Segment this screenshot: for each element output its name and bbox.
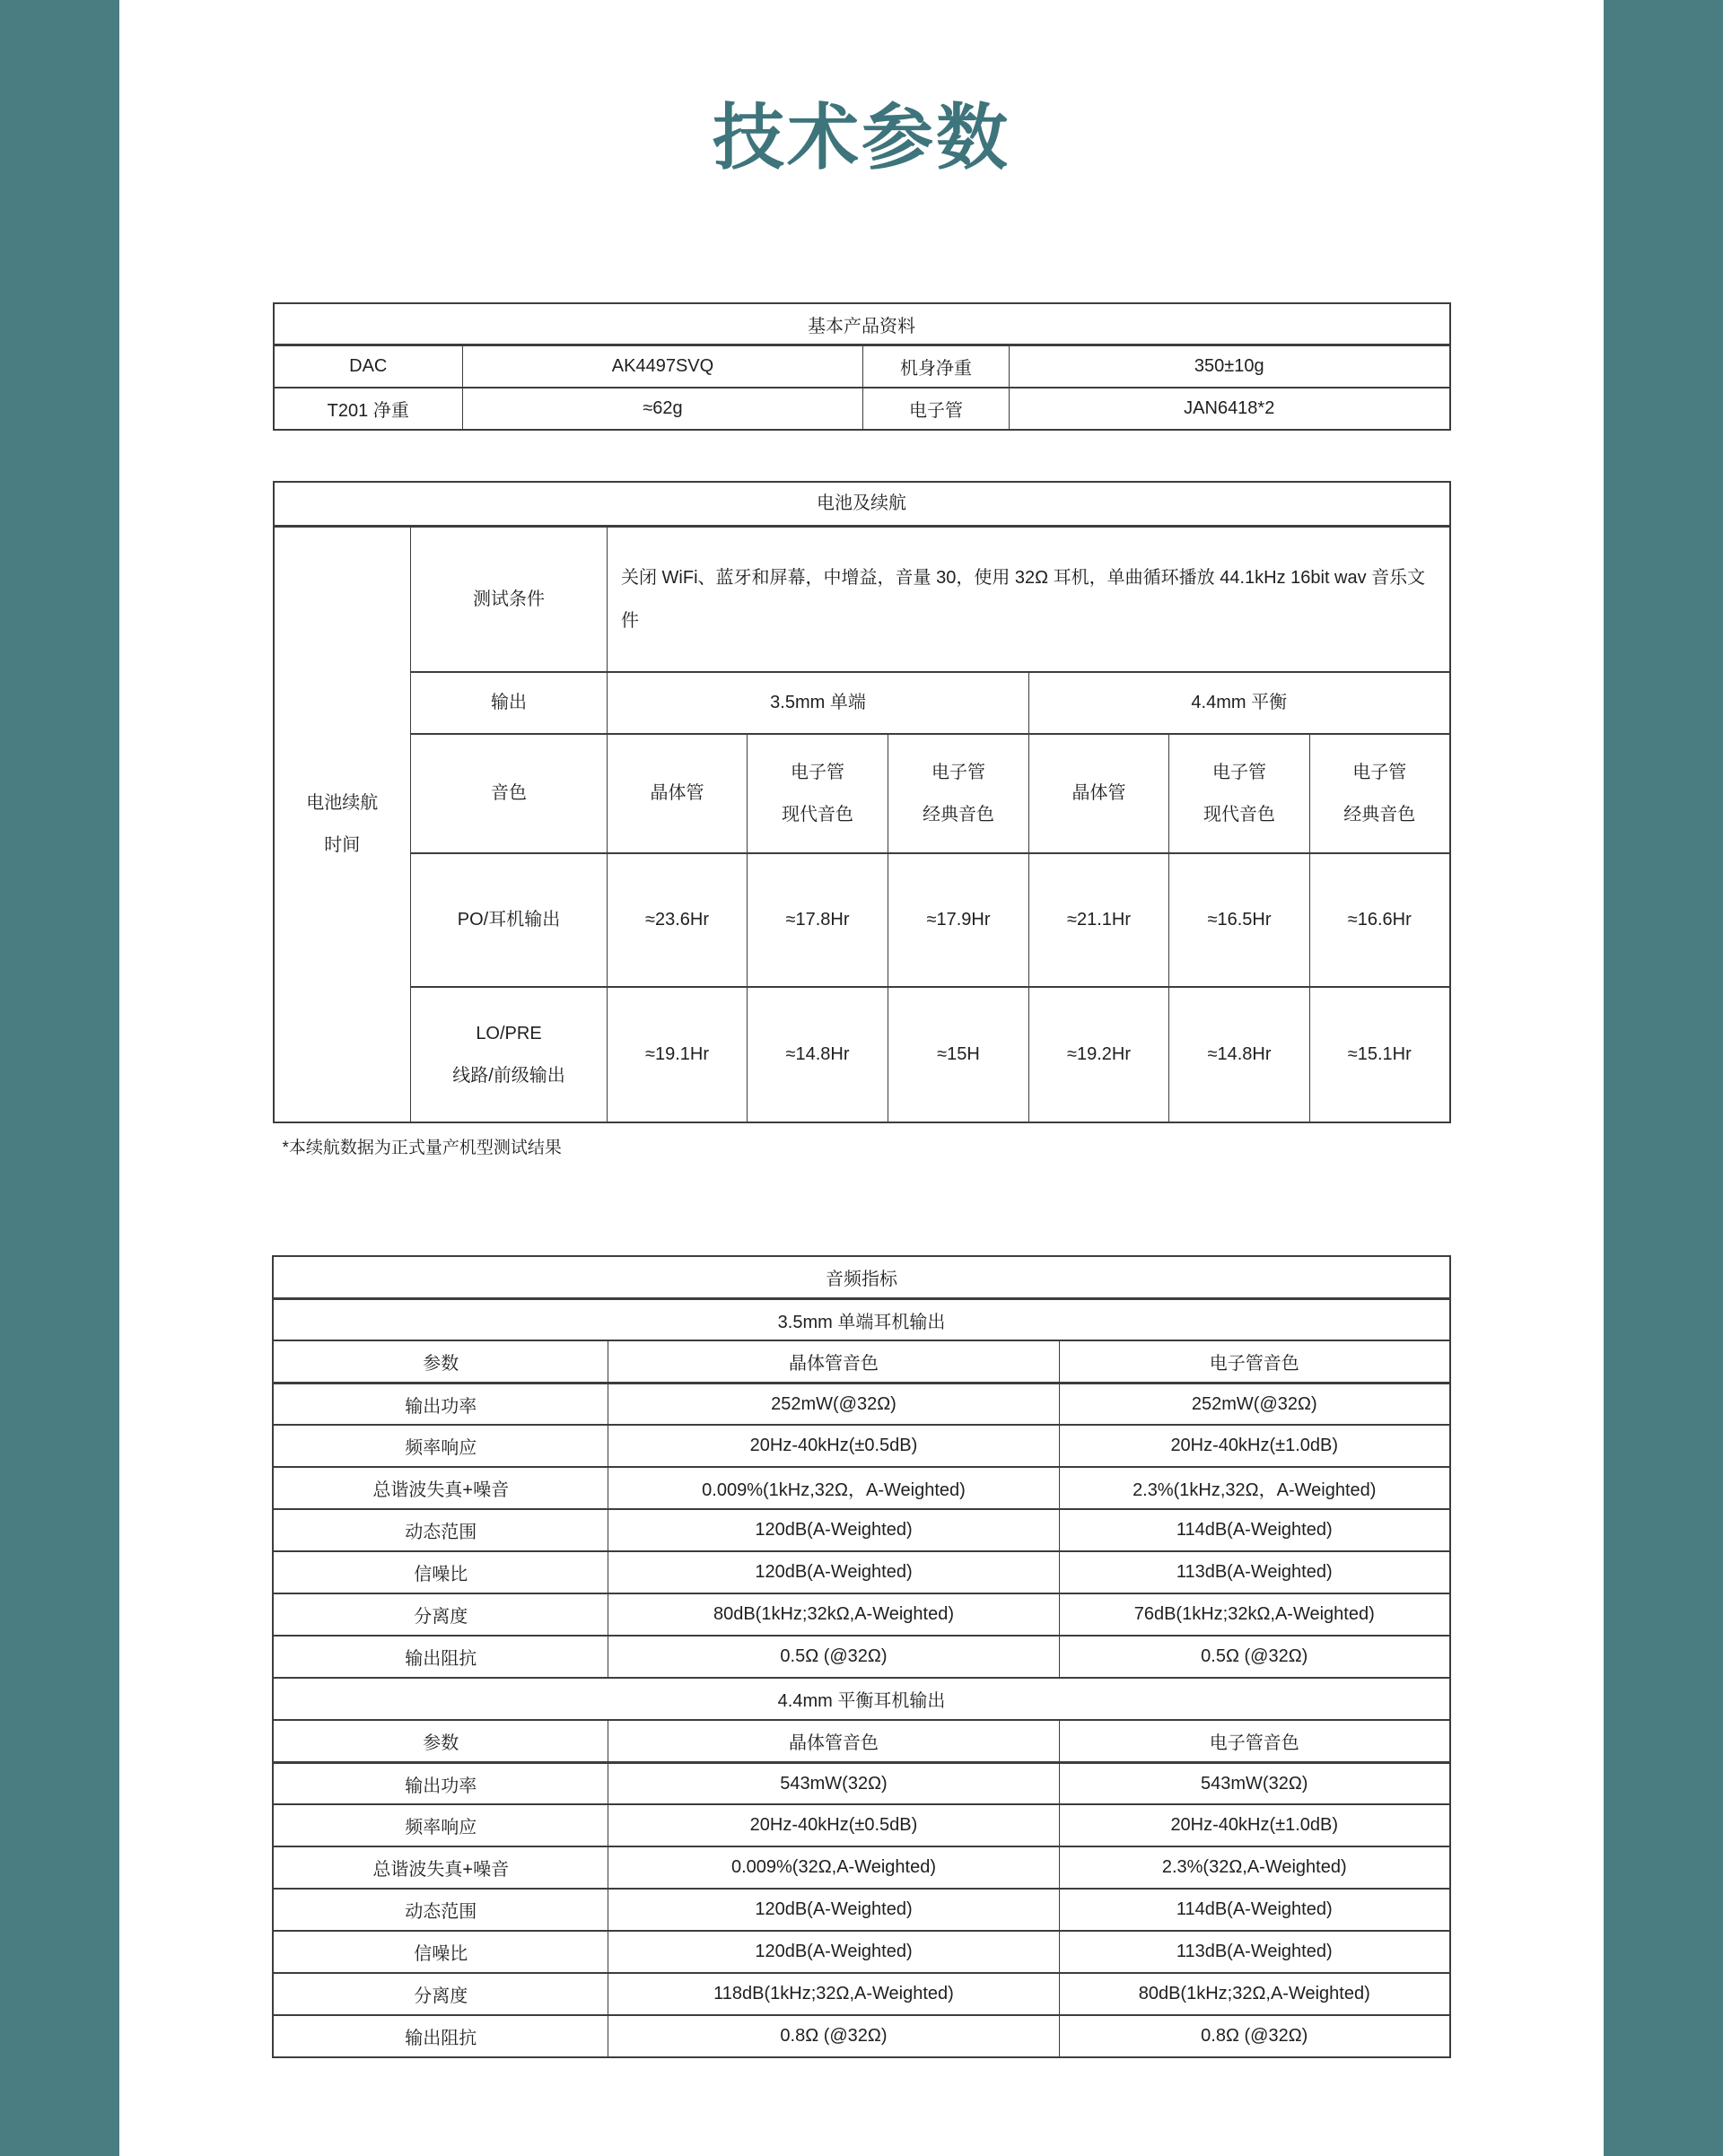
subtitle-single-ended: 3.5mm 单端耳机输出 bbox=[273, 1298, 1449, 1340]
po-value: ≈23.6Hr bbox=[608, 853, 748, 987]
tone-tube-modern bbox=[1169, 734, 1310, 853]
spec-label: 动态范围 bbox=[273, 1509, 608, 1551]
spec-value: 120dB(A-Weighted) bbox=[608, 1931, 1059, 1973]
spec-value: 252mW(@32Ω) bbox=[1059, 1383, 1449, 1425]
lo-pre-label bbox=[411, 987, 608, 1122]
tone-line1: 电子管 bbox=[1352, 762, 1407, 782]
lo-pre-label-line1: LO/PRE bbox=[476, 1023, 542, 1043]
cell-tube-label: 电子管 bbox=[863, 388, 1010, 430]
column-header-row bbox=[273, 1720, 1449, 1762]
spec-label: 分离度 bbox=[273, 1973, 608, 2015]
column-header-row bbox=[273, 1340, 1449, 1383]
tone-line2: 现代音色 bbox=[782, 804, 853, 825]
tone-line2: 经典音色 bbox=[923, 804, 994, 825]
spec-value: 0.5Ω (@32Ω) bbox=[1059, 1636, 1449, 1678]
battery-table-title: 电池及续航 bbox=[274, 482, 1450, 527]
spec-value: 0.8Ω (@32Ω) bbox=[608, 2015, 1059, 2057]
tone-tube-classic bbox=[888, 734, 1029, 853]
spec-value: 2.3%(32Ω,A-Weighted) bbox=[1059, 1846, 1449, 1889]
table-row bbox=[274, 388, 1450, 430]
audio-table-title: 音频指标 bbox=[273, 1256, 1449, 1298]
col-header-transistor: 晶体管音色 bbox=[608, 1340, 1059, 1383]
battery-life-label-line2: 时间 bbox=[324, 835, 361, 856]
lo-value: ≈15.1Hr bbox=[1310, 987, 1450, 1122]
spec-value: 543mW(32Ω) bbox=[1059, 1762, 1449, 1804]
lo-value: ≈14.8Hr bbox=[748, 987, 888, 1122]
spec-row bbox=[273, 1762, 1449, 1804]
spec-label: 频率响应 bbox=[273, 1804, 608, 1846]
spec-value: 120dB(A-Weighted) bbox=[608, 1509, 1059, 1551]
audio-spec-table bbox=[272, 1255, 1450, 2058]
spec-value: 2.3%(1kHz,32Ω，A-Weighted) bbox=[1059, 1467, 1449, 1509]
lo-value: ≈14.8Hr bbox=[1169, 987, 1310, 1122]
table-row bbox=[274, 345, 1450, 388]
spec-label: 信噪比 bbox=[273, 1931, 608, 1973]
spec-row bbox=[273, 1636, 1449, 1678]
battery-life-label-line1: 电池续航 bbox=[306, 793, 379, 814]
section-subtitle-row bbox=[273, 1678, 1449, 1720]
po-output-row bbox=[274, 853, 1450, 987]
output-group-single-ended: 3.5mm 单端 bbox=[608, 672, 1029, 734]
subtitle-balanced: 4.4mm 平衡耳机输出 bbox=[273, 1678, 1449, 1720]
cell-tube-value: JAN6418*2 bbox=[1010, 388, 1450, 430]
po-value: ≈21.1Hr bbox=[1029, 853, 1169, 987]
spec-value: 252mW(@32Ω) bbox=[608, 1383, 1059, 1425]
tone-line2: 经典音色 bbox=[1343, 804, 1416, 825]
po-output-label: PO/耳机输出 bbox=[411, 853, 608, 987]
spec-value: 113dB(A-Weighted) bbox=[1059, 1931, 1449, 1973]
spec-value: 80dB(1kHz;32Ω,A-Weighted) bbox=[1059, 1973, 1449, 2015]
spec-value: 80dB(1kHz;32kΩ,A-Weighted) bbox=[608, 1593, 1059, 1636]
basic-table-title: 基本产品资料 bbox=[274, 303, 1450, 345]
spec-label: 输出功率 bbox=[273, 1383, 608, 1425]
tone-line1: 电子管 bbox=[931, 762, 985, 782]
tone-row bbox=[274, 734, 1450, 853]
spec-row bbox=[273, 1593, 1449, 1636]
cell-body-weight-value: 350±10g bbox=[1010, 345, 1450, 388]
spec-row bbox=[273, 1467, 1449, 1509]
spec-row bbox=[273, 1551, 1449, 1593]
section-subtitle-row bbox=[273, 1298, 1449, 1340]
tone-tube-classic bbox=[1310, 734, 1450, 853]
col-header-transistor: 晶体管音色 bbox=[608, 1720, 1059, 1762]
spec-value: 113dB(A-Weighted) bbox=[1059, 1551, 1449, 1593]
spec-row bbox=[273, 2015, 1449, 2057]
spec-row bbox=[273, 1973, 1449, 2015]
lo-value: ≈19.2Hr bbox=[1029, 987, 1169, 1122]
po-value: ≈17.8Hr bbox=[748, 853, 888, 987]
spec-value: 114dB(A-Weighted) bbox=[1059, 1889, 1449, 1931]
test-condition-label: 测试条件 bbox=[411, 526, 608, 672]
spec-value: 0.009%(1kHz,32Ω，A-Weighted) bbox=[608, 1467, 1059, 1509]
cell-t201-weight-value: ≈62g bbox=[463, 388, 863, 430]
lo-pre-label-line2: 线路/前级输出 bbox=[452, 1065, 565, 1086]
cell-body-weight-label: 机身净重 bbox=[863, 345, 1010, 388]
spec-value: 20Hz-40kHz(±0.5dB) bbox=[608, 1804, 1059, 1846]
po-value: ≈17.9Hr bbox=[888, 853, 1029, 987]
spec-value: 20Hz-40kHz(±0.5dB) bbox=[608, 1425, 1059, 1467]
tone-label: 音色 bbox=[411, 734, 608, 853]
cell-t201-weight-label: T201 净重 bbox=[274, 388, 463, 430]
spec-value: 76dB(1kHz;32kΩ,A-Weighted) bbox=[1059, 1593, 1449, 1636]
lo-value: ≈15H bbox=[888, 987, 1029, 1122]
cell-dac-label: DAC bbox=[274, 345, 463, 388]
spec-value: 114dB(A-Weighted) bbox=[1059, 1509, 1449, 1551]
battery-table bbox=[273, 481, 1451, 1124]
test-condition-row bbox=[274, 526, 1450, 672]
spec-label: 频率响应 bbox=[273, 1425, 608, 1467]
col-header-tube: 电子管音色 bbox=[1059, 1340, 1449, 1383]
tone-line1: 电子管 bbox=[791, 762, 844, 782]
spec-row bbox=[273, 1846, 1449, 1889]
lo-value: ≈19.1Hr bbox=[608, 987, 748, 1122]
tone-transistor: 晶体管 bbox=[608, 734, 748, 853]
spec-row bbox=[273, 1889, 1449, 1931]
spec-value: 120dB(A-Weighted) bbox=[608, 1889, 1059, 1931]
tone-line2: 现代音色 bbox=[1203, 804, 1275, 825]
spec-value: 118dB(1kHz;32Ω,A-Weighted) bbox=[608, 1973, 1059, 2015]
spec-label: 输出阻抗 bbox=[273, 2015, 608, 2057]
output-row bbox=[274, 672, 1450, 734]
po-value: ≈16.6Hr bbox=[1310, 853, 1450, 987]
basic-info-table bbox=[273, 302, 1451, 431]
basic-table-header-row bbox=[274, 303, 1450, 345]
spec-label: 动态范围 bbox=[273, 1889, 608, 1931]
battery-table-header-row bbox=[274, 482, 1450, 527]
spec-label: 分离度 bbox=[273, 1593, 608, 1636]
tone-tube-modern bbox=[748, 734, 888, 853]
tone-transistor: 晶体管 bbox=[1029, 734, 1169, 853]
spec-row bbox=[273, 1383, 1449, 1425]
col-header-tube: 电子管音色 bbox=[1059, 1720, 1449, 1762]
tone-line1: 电子管 bbox=[1212, 762, 1266, 782]
spec-label: 信噪比 bbox=[273, 1551, 608, 1593]
spec-row bbox=[273, 1931, 1449, 1973]
spec-label: 输出阻抗 bbox=[273, 1636, 608, 1678]
spec-value: 0.009%(32Ω,A-Weighted) bbox=[608, 1846, 1059, 1889]
page-title: 技术参数 bbox=[713, 98, 1010, 178]
col-header-param: 参数 bbox=[273, 1720, 608, 1762]
spec-value: 0.5Ω (@32Ω) bbox=[608, 1636, 1059, 1678]
cell-dac-value: AK4497SVQ bbox=[463, 345, 863, 388]
output-label: 输出 bbox=[411, 672, 608, 734]
spec-row bbox=[273, 1804, 1449, 1846]
po-value: ≈16.5Hr bbox=[1169, 853, 1310, 987]
col-header-param: 参数 bbox=[273, 1340, 608, 1383]
lo-pre-output-row bbox=[274, 987, 1450, 1122]
spec-label: 总谐波失真+噪音 bbox=[273, 1846, 608, 1889]
output-group-balanced: 4.4mm 平衡 bbox=[1029, 672, 1450, 734]
audio-table-header-row bbox=[273, 1256, 1449, 1298]
test-condition-text: 关闭 WiFi、蓝牙和屏幕，中增益，音量 30，使用 32Ω 耳机，单曲循环播放 44.1kHz 16bit wav 音乐文件 bbox=[608, 526, 1450, 672]
spec-row bbox=[273, 1425, 1449, 1467]
spec-value: 20Hz-40kHz(±1.0dB) bbox=[1059, 1425, 1449, 1467]
spec-label: 输出功率 bbox=[273, 1762, 608, 1804]
battery-life-side-label bbox=[274, 526, 411, 1122]
spec-value: 120dB(A-Weighted) bbox=[608, 1551, 1059, 1593]
spec-value: 20Hz-40kHz(±1.0dB) bbox=[1059, 1804, 1449, 1846]
spec-row bbox=[273, 1509, 1449, 1551]
battery-footnote: *本续航数据为正式量产机型测试结果 bbox=[282, 1139, 562, 1158]
spec-label: 总谐波失真+噪音 bbox=[273, 1467, 608, 1509]
spec-value: 543mW(32Ω) bbox=[608, 1762, 1059, 1804]
spec-value: 0.8Ω (@32Ω) bbox=[1059, 2015, 1449, 2057]
